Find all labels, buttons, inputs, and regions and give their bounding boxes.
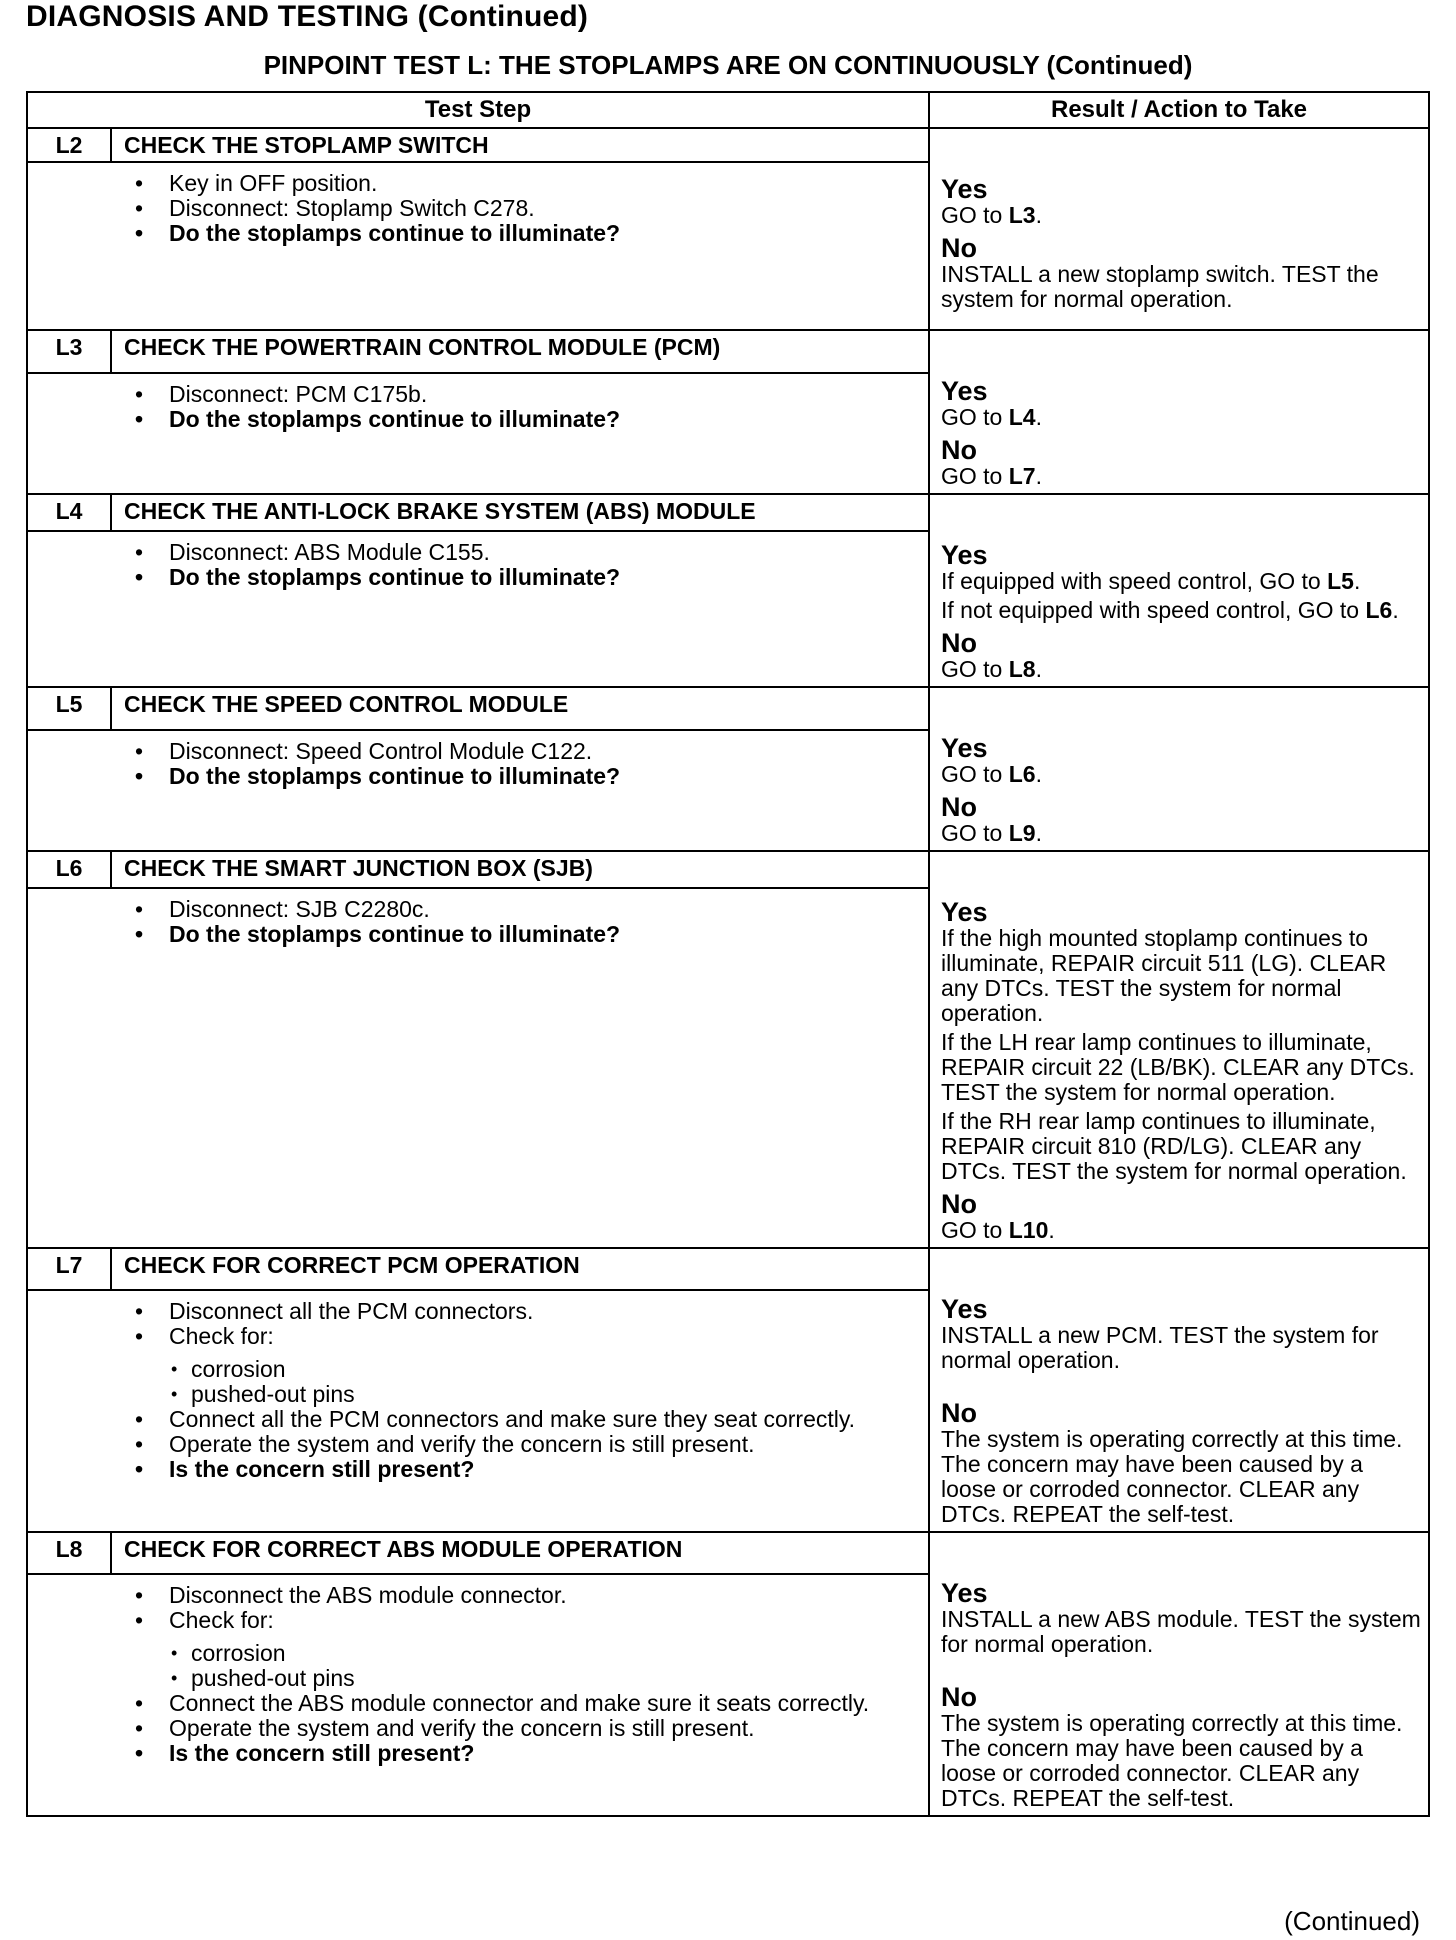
action-tail: . [1035,761,1042,787]
step-list [111,1299,920,1482]
result-yes-action [941,598,1422,623]
action-text: GO to [941,656,1009,682]
test-step-heading-row [27,1248,1429,1290]
step-id: L8 [27,1532,111,1574]
step-heading: CHECK THE SPEED CONTROL MODULE [111,687,929,730]
action-text: INSTALL a new PCM. TEST the system for normal operation. [941,1322,1379,1373]
step-instructions [111,1574,929,1816]
step-heading: CHECK THE ANTI-LOCK BRAKE SYSTEM (ABS) MODULE [111,494,929,531]
step-text: Connect the ABS module connector and make sure it seats correctly. [169,1689,870,1716]
pinpoint-test-table [26,91,1430,1817]
step-reference: L10 [1008,1217,1049,1243]
step-text: Check for: [169,1322,274,1349]
step-text: Is the concern still present? [169,1455,475,1482]
step-item [135,1608,920,1691]
step-item [135,1299,920,1324]
result-no-label: No [941,1682,977,1712]
step-id: L2 [27,128,111,162]
action-text: INSTALL a new stoplamp switch. TEST the system for normal operation. [941,261,1379,312]
action-text: If the high mounted stoplamp continues to illuminate, REPAIR circuit 511 (LG). CLEAR any DTCs. TEST the system for normal operation. [941,925,1387,1026]
step-id-spacer [27,730,111,851]
test-step-heading-row [27,687,1429,730]
step-list [111,1583,920,1766]
result-cell [929,687,1429,851]
result-no-action [941,657,1422,682]
step-heading: CHECK THE SMART JUNCTION BOX (SJB) [111,851,929,888]
result-no-label: No [941,792,977,822]
page-heading: DIAGNOSIS AND TESTING (Continued) [26,0,589,33]
step-reference: L8 [1008,656,1036,682]
action-text: GO to [941,761,1009,787]
test-step-heading-row [27,1532,1429,1574]
result-yes-action [941,1323,1422,1373]
action-text: GO to [941,404,1009,430]
action-text: GO to [941,820,1009,846]
step-item [135,382,920,407]
step-heading: CHECK FOR CORRECT ABS MODULE OPERATION [111,1532,929,1574]
step-id: L7 [27,1248,111,1290]
result-yes-action [941,926,1422,1026]
action-text: If equipped with speed control, GO to [941,568,1328,594]
step-list [111,739,920,789]
result-no-label: No [941,1189,977,1219]
step-text: Do the stoplamps continue to illuminate? [169,564,621,591]
step-instructions [111,888,929,1248]
result-no-label: No [941,1398,977,1428]
check-sublist [169,1641,920,1691]
step-list [111,382,920,432]
action-text: If the LH rear lamp continues to illuminate, REPAIR circuit 22 (LB/BK). CLEAR any DTCs. TEST the system for normal operation. [941,1029,1415,1105]
result-cell [929,128,1429,330]
result-no-action [941,1711,1422,1811]
action-text: The system is operating correctly at this time. The concern may have been caused by a loose or corroded connector. CLEAR any DTCs. REPEAT the self-test. [941,1710,1403,1811]
step-reference: L6 [1008,761,1036,787]
result-yes-action [941,1109,1422,1184]
step-instructions [111,531,929,687]
step-id: L3 [27,330,111,373]
step-text: Check for: [169,1606,274,1633]
result-no-action [941,1427,1422,1527]
result-yes-label: Yes [941,174,988,204]
action-text: If the RH rear lamp continues to illuminate, REPAIR circuit 810 (RD/LG). CLEAR any DTCs. TEST the system for normal operation. [941,1108,1407,1184]
action-tail: . [1035,656,1042,682]
step-item [135,1691,920,1716]
step-heading: CHECK THE POWERTRAIN CONTROL MODULE (PCM) [111,330,929,373]
step-text: Disconnect: Speed Control Module C122. [169,737,593,764]
result-no-action [941,262,1422,312]
result-yes-action [941,762,1422,787]
action-text: The system is operating correctly at this time. The concern may have been caused by a loose or corroded connector. CLEAR any DTCs. REPEAT the self-test. [941,1426,1403,1527]
test-step-heading-row [27,494,1429,531]
step-text: Disconnect: Stoplamp Switch C278. [169,195,535,221]
test-step-heading-row [27,851,1429,888]
step-reference: L4 [1008,404,1036,430]
action-text: GO to [941,1217,1009,1243]
result-yes-label: Yes [941,897,988,927]
step-id-spacer [27,1290,111,1532]
step-heading: CHECK FOR CORRECT PCM OPERATION [111,1248,929,1290]
step-text: Disconnect: ABS Module C155. [169,539,490,566]
result-cell [929,851,1429,1248]
result-yes-label: Yes [941,1578,988,1608]
step-item [135,1407,920,1432]
step-id-spacer [27,888,111,1248]
result-yes-action [941,1607,1422,1657]
step-reference: L3 [1008,202,1036,228]
step-id-spacer [27,162,111,330]
result-yes-action [941,405,1422,430]
step-item [135,1324,920,1407]
check-sublist [169,1357,920,1407]
step-reference: L7 [1008,463,1036,489]
step-id-spacer [27,373,111,494]
step-heading: CHECK THE STOPLAMP SWITCH [111,128,929,162]
step-item [135,764,920,789]
step-list [111,540,920,590]
action-text: If not equipped with speed control, GO to [941,597,1366,623]
step-item [135,1432,920,1457]
step-id: L6 [27,851,111,888]
step-item [135,540,920,565]
step-text: Operate the system and verify the concern is still present. [169,1714,755,1741]
step-text: Disconnect: PCM C175b. [169,380,428,407]
step-reference: L9 [1008,820,1036,846]
action-text: INSTALL a new ABS module. TEST the system for normal operation. [941,1606,1421,1657]
step-instructions [111,373,929,494]
result-yes-action [941,1030,1422,1105]
step-text: Do the stoplamps continue to illuminate? [169,921,621,948]
step-item [135,196,920,221]
check-subitem: • corrosion [169,1357,920,1382]
step-id-spacer [27,531,111,687]
column-header-result: Result / Action to Take [929,92,1429,128]
step-item [135,565,920,590]
column-header-test-step: Test Step [27,92,929,128]
step-item [135,171,920,196]
step-text: Do the stoplamps continue to illuminate? [169,762,621,789]
step-instructions [111,1290,929,1532]
step-item [135,1741,920,1766]
step-text: Is the concern still present? [169,1739,475,1766]
table-body [27,128,1429,1816]
check-subitem: • pushed-out pins [169,1382,920,1407]
step-text: Do the stoplamps continue to illuminate? [169,220,621,246]
result-no-label: No [941,435,977,465]
result-yes-action [941,203,1422,228]
pinpoint-test-title: PINPOINT TEST L: THE STOPLAMPS ARE ON CONTINUOUSLY (Continued) [263,50,1193,80]
action-tail: . [1035,404,1042,430]
step-list [111,897,920,947]
step-id: L5 [27,687,111,730]
action-tail: . [1035,463,1042,489]
check-subitem: • pushed-out pins [169,1666,920,1691]
action-tail: . [1035,202,1042,228]
step-text: Do the stoplamps continue to illuminate? [169,405,621,432]
result-yes-label: Yes [941,1294,988,1324]
result-yes-label: Yes [941,540,988,570]
action-text: GO to [941,463,1009,489]
step-instructions [111,162,929,330]
step-id-spacer [27,1574,111,1816]
step-text: Disconnect the ABS module connector. [169,1581,567,1608]
result-yes-label: Yes [941,376,988,406]
continued-footer: (Continued) [1284,1906,1420,1936]
test-step-heading-row [27,330,1429,373]
result-yes-action [941,569,1422,594]
result-no-label: No [941,233,977,263]
check-subitem: • corrosion [169,1641,920,1666]
step-text: Operate the system and verify the concern is still present. [169,1430,755,1457]
step-reference: L5 [1327,568,1354,594]
result-no-action [941,464,1422,489]
test-step-heading-row [27,128,1429,162]
result-cell [929,1248,1429,1532]
step-item [135,1583,920,1608]
action-tail: . [1048,1217,1055,1243]
step-item [135,897,920,922]
action-tail: . [1392,597,1399,623]
step-item [135,407,920,432]
result-yes-label: Yes [941,733,988,763]
step-text: Key in OFF position. [169,170,378,196]
table-header-row [27,92,1429,128]
step-item [135,739,920,764]
step-reference: L6 [1365,597,1393,623]
action-text: GO to [941,202,1009,228]
step-item [135,1716,920,1741]
result-no-action [941,821,1422,846]
step-item [135,922,920,947]
step-text: Disconnect: SJB C2280c. [169,896,430,923]
result-no-label: No [941,628,977,658]
step-id: L4 [27,494,111,531]
step-text: Disconnect all the PCM connectors. [169,1297,534,1324]
result-cell [929,494,1429,687]
result-no-action [941,1218,1422,1243]
step-text: Connect all the PCM connectors and make sure they seat correctly. [169,1405,856,1432]
action-tail: . [1035,820,1042,846]
step-instructions [111,730,929,851]
step-list [111,171,920,246]
result-cell [929,330,1429,494]
action-tail: . [1353,568,1361,594]
step-item [135,221,920,246]
step-item [135,1457,920,1482]
result-cell [929,1532,1429,1816]
